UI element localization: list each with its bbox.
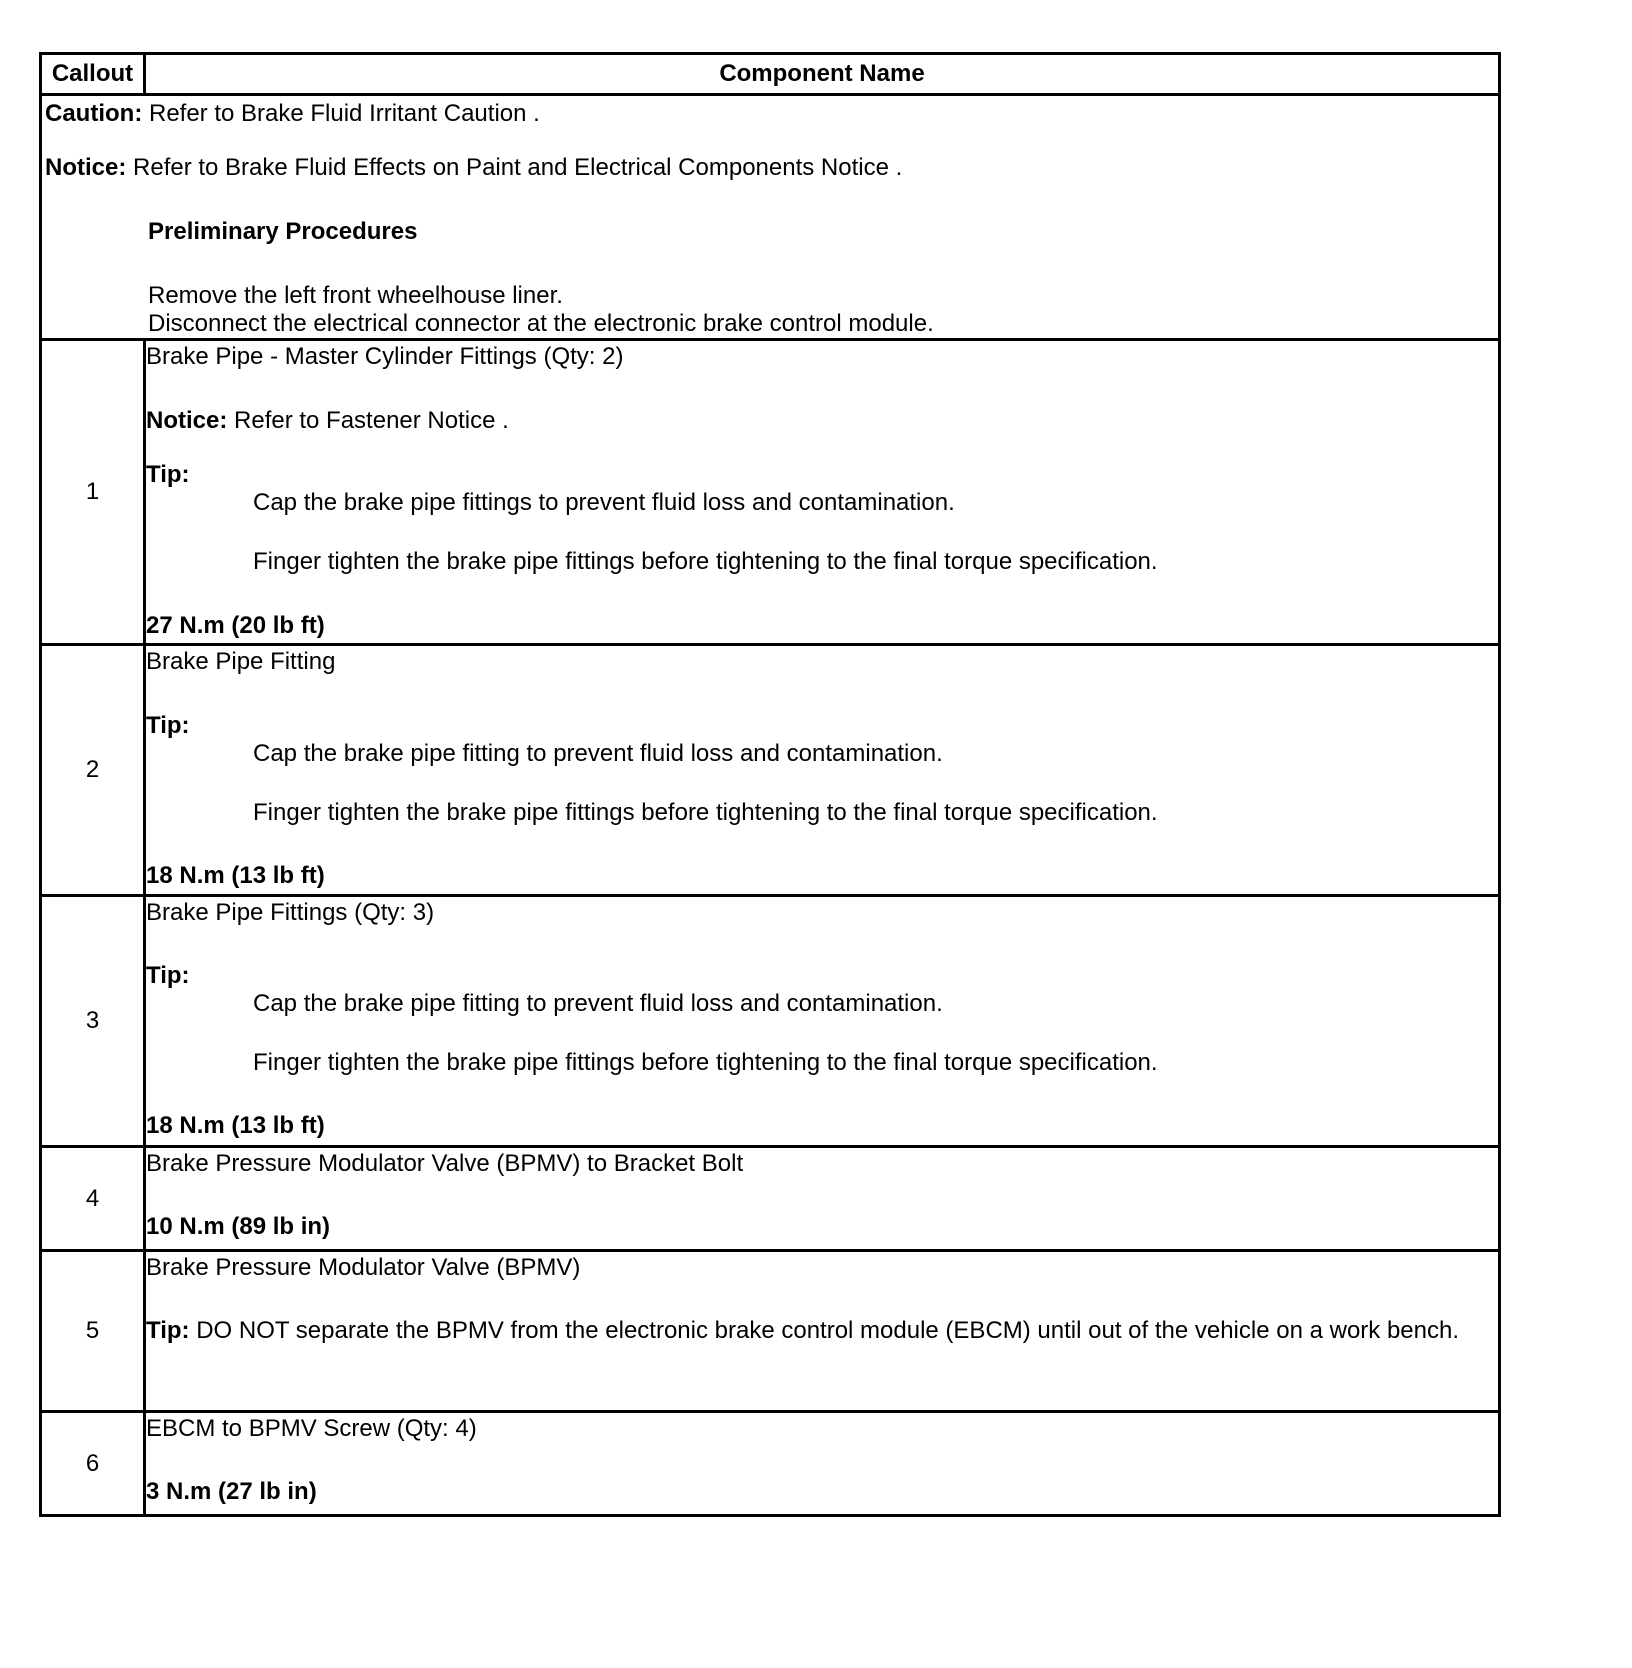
tip-item: Cap the brake pipe fitting to prevent fluid loss and contamination. bbox=[253, 990, 943, 1017]
table-row bbox=[41, 645, 1500, 896]
notice-text: Refer to Fastener Notice . bbox=[227, 407, 509, 434]
component-name: Brake Pipe - Master Cylinder Fittings (Qty: 2) bbox=[146, 343, 624, 370]
tip-item: Finger tighten the brake pipe fittings before tightening to the final torque specification. bbox=[253, 548, 1158, 575]
prelim-step: Remove the left front wheelhouse liner. bbox=[148, 282, 563, 309]
notice-line bbox=[146, 407, 1498, 435]
table-row bbox=[41, 896, 1500, 1147]
prelim-heading: Preliminary Procedures bbox=[148, 218, 418, 245]
callout-number: 4 bbox=[41, 1147, 145, 1251]
preamble-cell bbox=[41, 95, 1500, 340]
callout-header: Callout bbox=[41, 54, 145, 95]
torque-spec: 27 N.m (20 lb ft) bbox=[146, 612, 325, 639]
table-row bbox=[41, 340, 1500, 645]
torque-spec: 3 N.m (27 lb in) bbox=[146, 1478, 317, 1505]
component-cell bbox=[145, 1412, 1500, 1516]
preamble-row bbox=[41, 95, 1500, 340]
notice-label: Notice: bbox=[45, 154, 127, 181]
component-name: EBCM to BPMV Screw (Qty: 4) bbox=[146, 1415, 477, 1442]
tip-item: Finger tighten the brake pipe fittings before tightening to the final torque specification. bbox=[253, 1049, 1158, 1076]
component-name-header: Component Name bbox=[145, 54, 1500, 95]
tip-label: Tip: bbox=[146, 461, 190, 488]
notice-line bbox=[45, 154, 1498, 182]
callout-number: 2 bbox=[41, 645, 145, 896]
component-name: Brake Pressure Modulator Valve (BPMV) bbox=[146, 1254, 581, 1281]
notice-text: Refer to Brake Fluid Effects on Paint and Electrical Components Notice . bbox=[126, 154, 903, 181]
notice-label: Notice: bbox=[146, 407, 228, 434]
callout-number: 5 bbox=[41, 1251, 145, 1412]
tip-label: Tip: bbox=[146, 962, 190, 989]
tip-text: DO NOT separate the BPMV from the electronic brake control module (EBCM) until out of the vehicle on a work bench. bbox=[189, 1317, 1460, 1344]
caution-label: Caution: bbox=[45, 100, 143, 127]
component-name: Brake Pressure Modulator Valve (BPMV) to Bracket Bolt bbox=[146, 1150, 744, 1177]
component-cell bbox=[145, 645, 1500, 896]
table-row bbox=[41, 1147, 1500, 1251]
component-name: Brake Pipe Fitting bbox=[146, 648, 336, 675]
prelim-step: Disconnect the electrical connector at the electronic brake control module. bbox=[148, 310, 934, 337]
torque-spec: 18 N.m (13 lb ft) bbox=[146, 862, 325, 889]
tip-label: Tip: bbox=[146, 712, 190, 739]
tip-label: Tip: bbox=[146, 1317, 190, 1344]
tip-line bbox=[146, 1316, 1498, 1346]
callout-number: 3 bbox=[41, 896, 145, 1147]
table-row bbox=[41, 1251, 1500, 1412]
caution-line bbox=[45, 100, 1498, 128]
torque-spec: 10 N.m (89 lb in) bbox=[146, 1213, 331, 1240]
component-cell bbox=[145, 340, 1500, 645]
torque-spec: 18 N.m (13 lb ft) bbox=[146, 1112, 325, 1139]
table-row bbox=[41, 1412, 1500, 1516]
header-row bbox=[41, 54, 1500, 95]
component-name: Brake Pipe Fittings (Qty: 3) bbox=[146, 899, 435, 926]
component-cell bbox=[145, 896, 1500, 1147]
component-cell bbox=[145, 1147, 1500, 1251]
caution-text: Refer to Brake Fluid Irritant Caution . bbox=[142, 100, 540, 127]
tip-item: Finger tighten the brake pipe fittings before tightening to the final torque specification. bbox=[253, 799, 1158, 826]
tip-item: Cap the brake pipe fitting to prevent fluid loss and contamination. bbox=[253, 740, 943, 767]
component-cell bbox=[145, 1251, 1500, 1412]
component-table bbox=[39, 52, 1501, 1517]
tip-item: Cap the brake pipe fittings to prevent fluid loss and contamination. bbox=[253, 489, 955, 516]
callout-number: 6 bbox=[41, 1412, 145, 1516]
callout-number: 1 bbox=[41, 340, 145, 645]
